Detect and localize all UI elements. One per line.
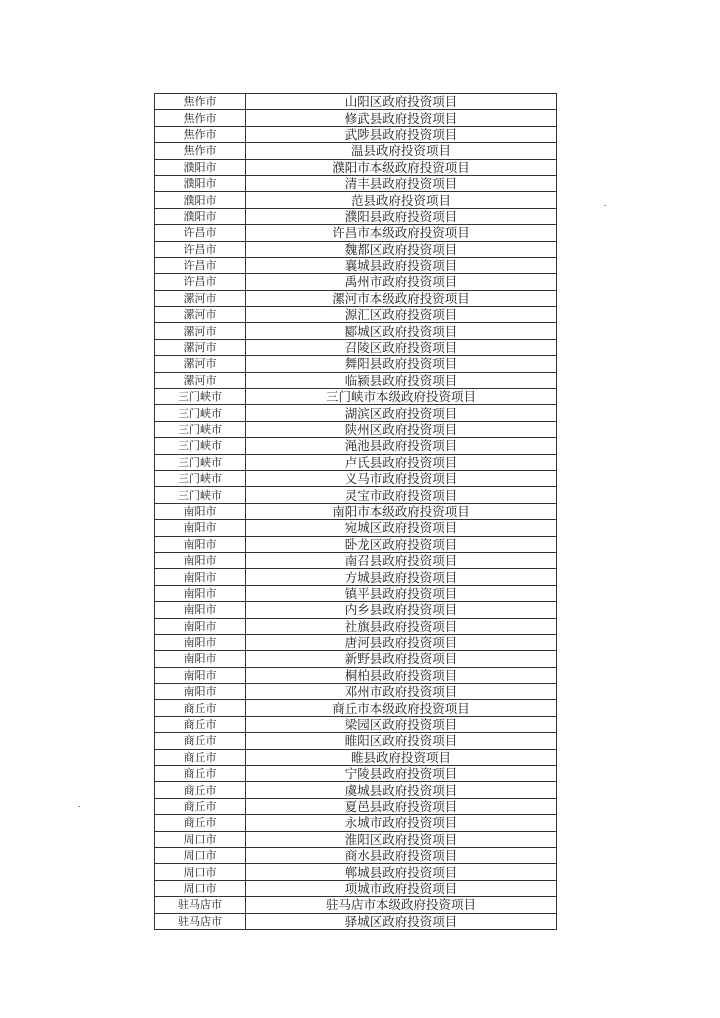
table-row — [155, 454, 557, 470]
project-cell: 义马市政府投资项目 — [246, 470, 557, 486]
city-cell: 周口市 — [155, 831, 246, 847]
project-cell: 唐河县政府投资项目 — [246, 634, 557, 650]
table-row — [155, 536, 557, 552]
table-row — [155, 798, 557, 814]
project-cell: 范县政府投资项目 — [246, 192, 557, 208]
project-cell: 宛城区政府投资项目 — [246, 520, 557, 536]
project-cell: 清丰县政府投资项目 — [246, 175, 557, 191]
table-row — [155, 307, 557, 323]
table-row — [155, 831, 557, 847]
table-row — [155, 733, 557, 749]
project-cell: 许昌市本级政府投资项目 — [246, 225, 557, 241]
city-cell: 三门峡市 — [155, 389, 246, 405]
project-cell: 睢阳区政府投资项目 — [246, 733, 557, 749]
city-cell: 南阳市 — [155, 618, 246, 634]
project-cell: 灵宝市政府投资项目 — [246, 487, 557, 503]
project-cell: 商丘市本级政府投资项目 — [246, 700, 557, 716]
city-cell: 三门峡市 — [155, 470, 246, 486]
city-cell: 濮阳市 — [155, 175, 246, 191]
city-cell: 南阳市 — [155, 667, 246, 683]
project-cell: 漯河市本级政府投资项目 — [246, 290, 557, 306]
table-row — [155, 438, 557, 454]
city-cell: 商丘市 — [155, 749, 246, 765]
project-cell: 召陵区政府投资项目 — [246, 339, 557, 355]
project-cell: 梁园区政府投资项目 — [246, 716, 557, 732]
project-cell: 源汇区政府投资项目 — [246, 307, 557, 323]
table-row — [155, 602, 557, 618]
table-row — [155, 159, 557, 175]
project-cell: 魏都区政府投资项目 — [246, 241, 557, 257]
project-cell: 濮阳县政府投资项目 — [246, 208, 557, 224]
project-cell: 卧龙区政府投资项目 — [246, 536, 557, 552]
table-row — [155, 175, 557, 191]
table-row — [155, 241, 557, 257]
city-cell: 三门峡市 — [155, 454, 246, 470]
project-cell: 修武县政府投资项目 — [246, 110, 557, 126]
city-cell: 南阳市 — [155, 634, 246, 650]
scan-speck — [604, 205, 606, 206]
project-cell: 虞城县政府投资项目 — [246, 782, 557, 798]
city-cell: 周口市 — [155, 880, 246, 896]
city-cell: 三门峡市 — [155, 438, 246, 454]
project-cell: 夏邑县政府投资项目 — [246, 798, 557, 814]
project-cell: 新野县政府投资项目 — [246, 651, 557, 667]
city-cell: 商丘市 — [155, 798, 246, 814]
table-row — [155, 700, 557, 716]
table-row — [155, 684, 557, 700]
table-row — [155, 864, 557, 880]
city-cell: 许昌市 — [155, 274, 246, 290]
city-cell: 焦作市 — [155, 143, 246, 159]
city-cell: 商丘市 — [155, 766, 246, 782]
table-row — [155, 569, 557, 585]
city-cell: 漯河市 — [155, 356, 246, 372]
table-row — [155, 389, 557, 405]
city-cell: 漯河市 — [155, 290, 246, 306]
city-cell: 商丘市 — [155, 733, 246, 749]
city-cell: 南阳市 — [155, 585, 246, 601]
project-cell: 淮阳区政府投资项目 — [246, 831, 557, 847]
table-row — [155, 110, 557, 126]
project-cell: 南召县政府投资项目 — [246, 552, 557, 568]
table-row — [155, 94, 557, 110]
city-cell: 焦作市 — [155, 126, 246, 142]
table-row — [155, 651, 557, 667]
city-cell: 南阳市 — [155, 503, 246, 519]
project-cell: 内乡县政府投资项目 — [246, 602, 557, 618]
city-cell: 濮阳市 — [155, 208, 246, 224]
project-cell: 禹州市政府投资项目 — [246, 274, 557, 290]
project-cell: 驻马店市本级政府投资项目 — [246, 897, 557, 913]
table-row — [155, 421, 557, 437]
project-cell: 濮阳市本级政府投资项目 — [246, 159, 557, 175]
table-row — [155, 749, 557, 765]
project-table — [154, 93, 557, 930]
city-cell: 漯河市 — [155, 323, 246, 339]
city-cell: 南阳市 — [155, 602, 246, 618]
table-row — [155, 274, 557, 290]
project-cell: 舞阳县政府投资项目 — [246, 356, 557, 372]
city-cell: 许昌市 — [155, 257, 246, 273]
city-cell: 商丘市 — [155, 700, 246, 716]
city-cell: 三门峡市 — [155, 421, 246, 437]
table-row — [155, 470, 557, 486]
table-row — [155, 520, 557, 536]
city-cell: 漯河市 — [155, 307, 246, 323]
table-row — [155, 847, 557, 863]
city-cell: 驻马店市 — [155, 897, 246, 913]
project-cell: 南阳市本级政府投资项目 — [246, 503, 557, 519]
project-cell: 陕州区政府投资项目 — [246, 421, 557, 437]
table-row — [155, 585, 557, 601]
city-cell: 漯河市 — [155, 339, 246, 355]
project-cell: 永城市政府投资项目 — [246, 815, 557, 831]
city-cell: 三门峡市 — [155, 405, 246, 421]
table-row — [155, 225, 557, 241]
project-cell: 社旗县政府投资项目 — [246, 618, 557, 634]
project-cell: 睢县政府投资项目 — [246, 749, 557, 765]
project-cell: 邓州市政府投资项目 — [246, 684, 557, 700]
table-row — [155, 897, 557, 913]
project-cell: 商水县政府投资项目 — [246, 847, 557, 863]
table-row — [155, 290, 557, 306]
city-cell: 南阳市 — [155, 520, 246, 536]
city-cell: 南阳市 — [155, 684, 246, 700]
project-cell: 湖滨区政府投资项目 — [246, 405, 557, 421]
city-cell: 濮阳市 — [155, 159, 246, 175]
project-table-body — [155, 94, 557, 930]
project-cell: 襄城县政府投资项目 — [246, 257, 557, 273]
table-row — [155, 143, 557, 159]
city-cell: 濮阳市 — [155, 192, 246, 208]
city-cell: 南阳市 — [155, 569, 246, 585]
project-cell: 项城市政府投资项目 — [246, 880, 557, 896]
city-cell: 三门峡市 — [155, 487, 246, 503]
project-cell: 卢氏县政府投资项目 — [246, 454, 557, 470]
table-row — [155, 405, 557, 421]
project-cell: 桐柏县政府投资项目 — [246, 667, 557, 683]
table-row — [155, 716, 557, 732]
city-cell: 南阳市 — [155, 552, 246, 568]
city-cell: 焦作市 — [155, 94, 246, 110]
table-row — [155, 126, 557, 142]
city-cell: 周口市 — [155, 847, 246, 863]
project-cell: 临颍县政府投资项目 — [246, 372, 557, 388]
table-row — [155, 323, 557, 339]
city-cell: 漯河市 — [155, 372, 246, 388]
city-cell: 商丘市 — [155, 782, 246, 798]
table-row — [155, 618, 557, 634]
table-row — [155, 782, 557, 798]
city-cell: 驻马店市 — [155, 913, 246, 929]
city-cell: 焦作市 — [155, 110, 246, 126]
city-cell: 许昌市 — [155, 241, 246, 257]
city-cell: 商丘市 — [155, 815, 246, 831]
table-row — [155, 634, 557, 650]
table-row — [155, 880, 557, 896]
project-cell: 武陟县政府投资项目 — [246, 126, 557, 142]
project-cell: 三门峡市本级政府投资项目 — [246, 389, 557, 405]
project-cell: 宁陵县政府投资项目 — [246, 766, 557, 782]
table-row — [155, 356, 557, 372]
table-row — [155, 372, 557, 388]
city-cell: 南阳市 — [155, 536, 246, 552]
table-row — [155, 552, 557, 568]
city-cell: 南阳市 — [155, 651, 246, 667]
city-cell: 周口市 — [155, 864, 246, 880]
project-cell: 镇平县政府投资项目 — [246, 585, 557, 601]
table-row — [155, 257, 557, 273]
table-row — [155, 766, 557, 782]
table-row — [155, 815, 557, 831]
table-row — [155, 503, 557, 519]
table-row — [155, 487, 557, 503]
project-cell: 山阳区政府投资项目 — [246, 94, 557, 110]
table-row — [155, 208, 557, 224]
project-cell: 渑池县政府投资项目 — [246, 438, 557, 454]
project-cell: 温县政府投资项目 — [246, 143, 557, 159]
project-cell: 驿城区政府投资项目 — [246, 913, 557, 929]
scan-speck — [78, 806, 80, 807]
city-cell: 许昌市 — [155, 225, 246, 241]
table-row — [155, 913, 557, 929]
project-cell: 郸城县政府投资项目 — [246, 864, 557, 880]
city-cell: 商丘市 — [155, 716, 246, 732]
project-cell: 方城县政府投资项目 — [246, 569, 557, 585]
table-row — [155, 667, 557, 683]
table-row — [155, 339, 557, 355]
project-cell: 郾城区政府投资项目 — [246, 323, 557, 339]
table-row — [155, 192, 557, 208]
